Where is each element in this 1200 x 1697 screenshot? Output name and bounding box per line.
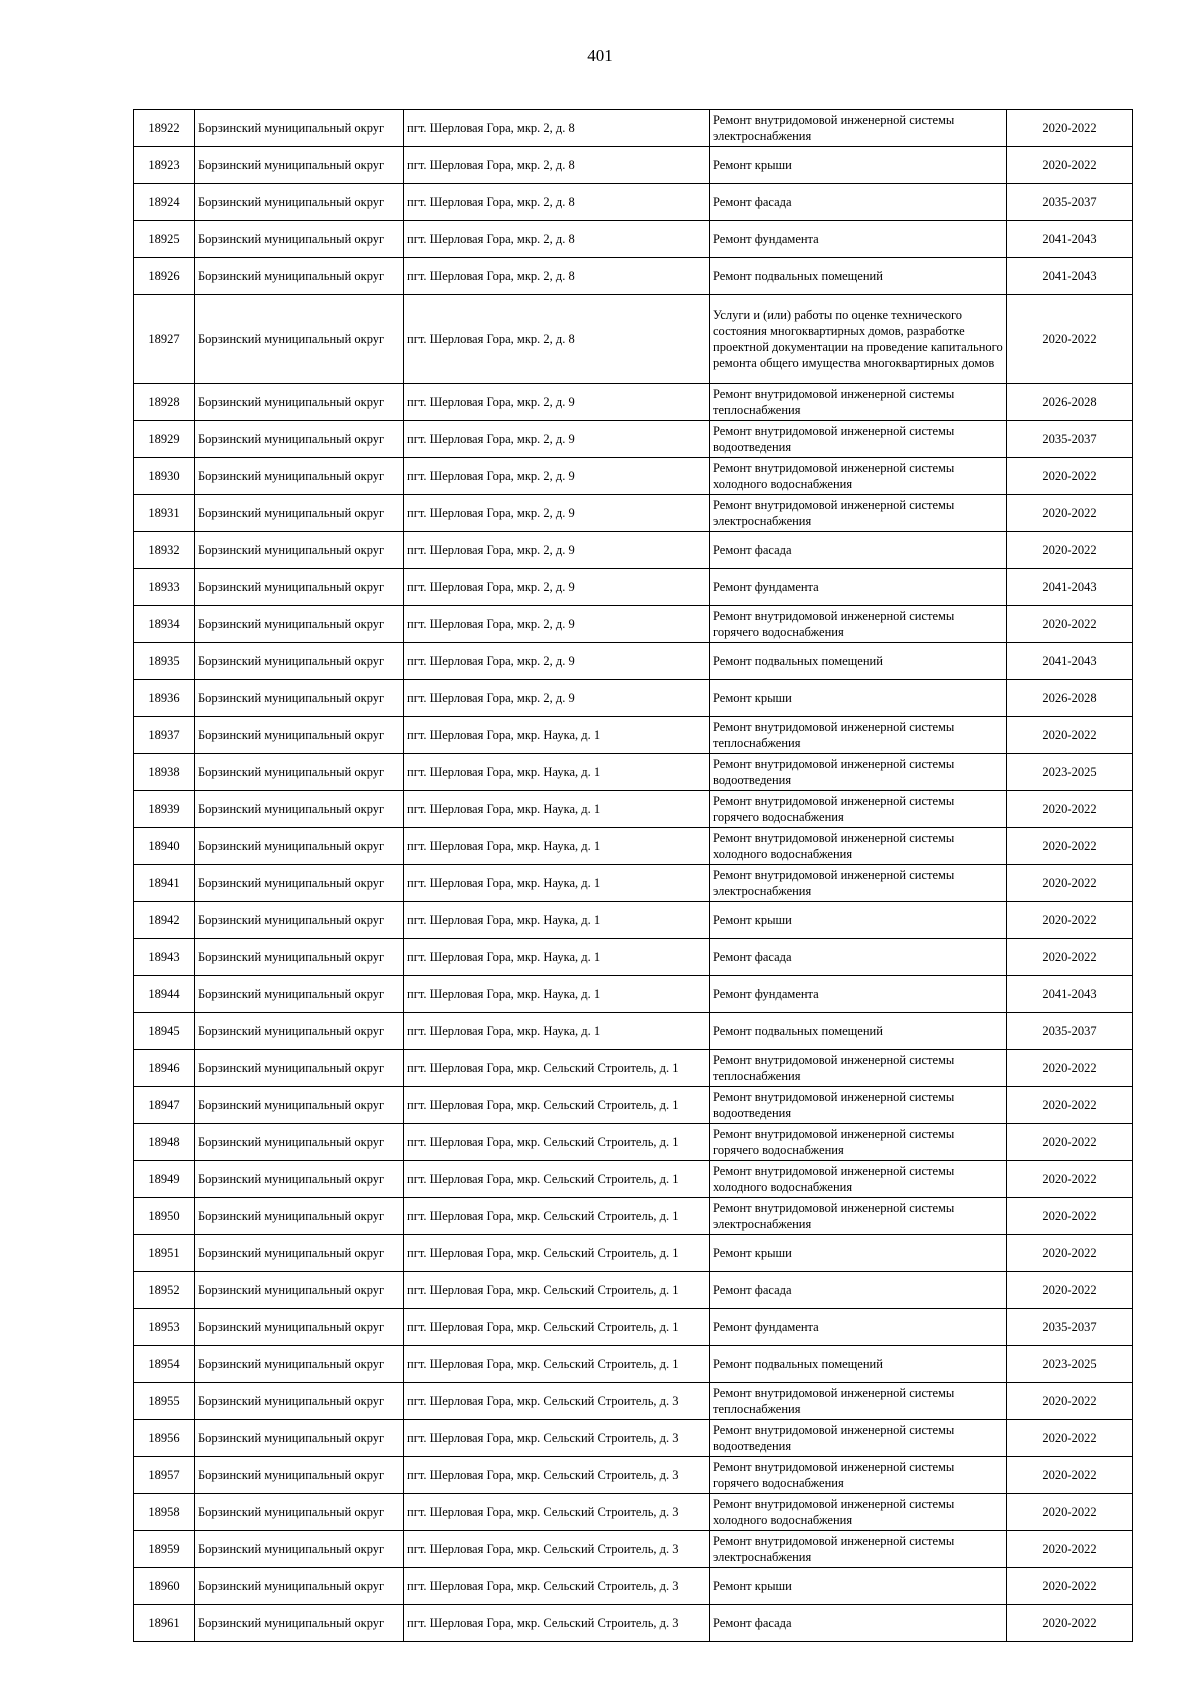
table-row — [134, 258, 1133, 295]
address-cell: пгт. Шерловая Гора, мкр. Сельский Строитель, д. 3 — [404, 1531, 710, 1568]
period-cell: 2035-2037 — [1007, 1309, 1133, 1346]
district-cell: Борзинский муниципальный округ — [195, 221, 404, 258]
row-number-cell: 18928 — [134, 384, 195, 421]
period-cell: 2026-2028 — [1007, 384, 1133, 421]
period-cell: 2020-2022 — [1007, 1605, 1133, 1642]
work-type-cell: Ремонт внутридомовой инженерной системы теплоснабжения — [710, 1050, 1007, 1087]
work-type-cell: Ремонт подвальных помещений — [710, 1346, 1007, 1383]
table-row — [134, 1420, 1133, 1457]
period-cell: 2020-2022 — [1007, 110, 1133, 147]
period-cell: 2020-2022 — [1007, 902, 1133, 939]
table-row — [134, 1050, 1133, 1087]
work-type-cell: Ремонт крыши — [710, 147, 1007, 184]
work-type-cell: Ремонт фундамента — [710, 1309, 1007, 1346]
address-cell: пгт. Шерловая Гора, мкр. Наука, д. 1 — [404, 865, 710, 902]
address-cell: пгт. Шерловая Гора, мкр. Наука, д. 1 — [404, 717, 710, 754]
period-cell: 2020-2022 — [1007, 865, 1133, 902]
period-cell: 2020-2022 — [1007, 1457, 1133, 1494]
row-number-cell: 18958 — [134, 1494, 195, 1531]
district-cell: Борзинский муниципальный округ — [195, 828, 404, 865]
address-cell: пгт. Шерловая Гора, мкр. 2, д. 8 — [404, 184, 710, 221]
address-cell: пгт. Шерловая Гора, мкр. Наука, д. 1 — [404, 976, 710, 1013]
address-cell: пгт. Шерловая Гора, мкр. 2, д. 8 — [404, 221, 710, 258]
period-cell: 2020-2022 — [1007, 295, 1133, 384]
period-cell: 2041-2043 — [1007, 976, 1133, 1013]
row-number-cell: 18948 — [134, 1124, 195, 1161]
district-cell: Борзинский муниципальный округ — [195, 1309, 404, 1346]
address-cell: пгт. Шерловая Гора, мкр. 2, д. 8 — [404, 110, 710, 147]
district-cell: Борзинский муниципальный округ — [195, 1235, 404, 1272]
row-number-cell: 18947 — [134, 1087, 195, 1124]
table-row — [134, 1272, 1133, 1309]
row-number-cell: 18932 — [134, 532, 195, 569]
table-row — [134, 754, 1133, 791]
work-type-cell: Ремонт фасада — [710, 1272, 1007, 1309]
row-number-cell: 18943 — [134, 939, 195, 976]
row-number-cell: 18953 — [134, 1309, 195, 1346]
period-cell: 2020-2022 — [1007, 606, 1133, 643]
table-row — [134, 680, 1133, 717]
period-cell: 2020-2022 — [1007, 495, 1133, 532]
work-type-cell: Ремонт внутридомовой инженерной системы горячего водоснабжения — [710, 1457, 1007, 1494]
period-cell: 2020-2022 — [1007, 828, 1133, 865]
period-cell: 2020-2022 — [1007, 1198, 1133, 1235]
address-cell: пгт. Шерловая Гора, мкр. Сельский Строитель, д. 1 — [404, 1124, 710, 1161]
table-row — [134, 384, 1133, 421]
period-cell: 2020-2022 — [1007, 717, 1133, 754]
table-row — [134, 532, 1133, 569]
table-row — [134, 865, 1133, 902]
district-cell: Борзинский муниципальный округ — [195, 1568, 404, 1605]
table-row — [134, 1309, 1133, 1346]
period-cell: 2020-2022 — [1007, 791, 1133, 828]
row-number-cell: 18922 — [134, 110, 195, 147]
table-row — [134, 976, 1133, 1013]
row-number-cell: 18949 — [134, 1161, 195, 1198]
period-cell: 2020-2022 — [1007, 1383, 1133, 1420]
work-type-cell: Ремонт внутридомовой инженерной системы холодного водоснабжения — [710, 1161, 1007, 1198]
row-number-cell: 18961 — [134, 1605, 195, 1642]
work-type-cell: Ремонт фундамента — [710, 976, 1007, 1013]
table-row — [134, 939, 1133, 976]
district-cell: Борзинский муниципальный округ — [195, 110, 404, 147]
address-cell: пгт. Шерловая Гора, мкр. 2, д. 9 — [404, 569, 710, 606]
work-type-cell: Ремонт фундамента — [710, 221, 1007, 258]
table-body — [134, 110, 1133, 1642]
district-cell: Борзинский муниципальный округ — [195, 865, 404, 902]
work-type-cell: Ремонт фасада — [710, 1605, 1007, 1642]
work-type-cell: Ремонт внутридомовой инженерной системы холодного водоснабжения — [710, 458, 1007, 495]
district-cell: Борзинский муниципальный округ — [195, 717, 404, 754]
district-cell: Борзинский муниципальный округ — [195, 532, 404, 569]
address-cell: пгт. Шерловая Гора, мкр. Сельский Строитель, д. 3 — [404, 1494, 710, 1531]
table-row — [134, 1161, 1133, 1198]
work-type-cell: Ремонт внутридомовой инженерной системы электроснабжения — [710, 495, 1007, 532]
table-row — [134, 1346, 1133, 1383]
table-row — [134, 1383, 1133, 1420]
row-number-cell: 18960 — [134, 1568, 195, 1605]
table-row — [134, 1198, 1133, 1235]
district-cell: Борзинский муниципальный округ — [195, 421, 404, 458]
table-row — [134, 1013, 1133, 1050]
row-number-cell: 18954 — [134, 1346, 195, 1383]
period-cell: 2020-2022 — [1007, 1124, 1133, 1161]
district-cell: Борзинский муниципальный округ — [195, 1605, 404, 1642]
work-type-cell: Ремонт внутридомовой инженерной системы водоотведения — [710, 754, 1007, 791]
period-cell: 2026-2028 — [1007, 680, 1133, 717]
row-number-cell: 18951 — [134, 1235, 195, 1272]
period-cell: 2041-2043 — [1007, 258, 1133, 295]
period-cell: 2020-2022 — [1007, 1087, 1133, 1124]
work-type-cell: Ремонт подвальных помещений — [710, 1013, 1007, 1050]
district-cell: Борзинский муниципальный округ — [195, 384, 404, 421]
row-number-cell: 18952 — [134, 1272, 195, 1309]
row-number-cell: 18936 — [134, 680, 195, 717]
district-cell: Борзинский муниципальный округ — [195, 939, 404, 976]
work-type-cell: Ремонт внутридомовой инженерной системы электроснабжения — [710, 1198, 1007, 1235]
period-cell: 2041-2043 — [1007, 569, 1133, 606]
row-number-cell: 18944 — [134, 976, 195, 1013]
work-type-cell: Ремонт внутридомовой инженерной системы электроснабжения — [710, 1531, 1007, 1568]
address-cell: пгт. Шерловая Гора, мкр. Сельский Строитель, д. 1 — [404, 1050, 710, 1087]
district-cell: Борзинский муниципальный округ — [195, 1457, 404, 1494]
work-type-cell: Ремонт крыши — [710, 1235, 1007, 1272]
work-type-cell: Ремонт фасада — [710, 184, 1007, 221]
period-cell: 2020-2022 — [1007, 532, 1133, 569]
address-cell: пгт. Шерловая Гора, мкр. 2, д. 8 — [404, 295, 710, 384]
table-row — [134, 295, 1133, 384]
address-cell: пгт. Шерловая Гора, мкр. 2, д. 9 — [404, 458, 710, 495]
address-cell: пгт. Шерловая Гора, мкр. Сельский Строитель, д. 3 — [404, 1420, 710, 1457]
table-row — [134, 458, 1133, 495]
address-cell: пгт. Шерловая Гора, мкр. 2, д. 8 — [404, 147, 710, 184]
period-cell: 2035-2037 — [1007, 184, 1133, 221]
district-cell: Борзинский муниципальный округ — [195, 495, 404, 532]
period-cell: 2020-2022 — [1007, 1050, 1133, 1087]
work-type-cell: Ремонт внутридомовой инженерной системы холодного водоснабжения — [710, 828, 1007, 865]
period-cell: 2020-2022 — [1007, 1494, 1133, 1531]
address-cell: пгт. Шерловая Гора, мкр. 2, д. 9 — [404, 680, 710, 717]
work-type-cell: Ремонт внутридомовой инженерной системы горячего водоснабжения — [710, 791, 1007, 828]
period-cell: 2041-2043 — [1007, 643, 1133, 680]
row-number-cell: 18930 — [134, 458, 195, 495]
district-cell: Борзинский муниципальный округ — [195, 569, 404, 606]
row-number-cell: 18925 — [134, 221, 195, 258]
address-cell: пгт. Шерловая Гора, мкр. Сельский Строитель, д. 1 — [404, 1309, 710, 1346]
row-number-cell: 18942 — [134, 902, 195, 939]
row-number-cell: 18945 — [134, 1013, 195, 1050]
address-cell: пгт. Шерловая Гора, мкр. 2, д. 9 — [404, 384, 710, 421]
row-number-cell: 18935 — [134, 643, 195, 680]
table-row — [134, 569, 1133, 606]
table-row — [134, 184, 1133, 221]
address-cell: пгт. Шерловая Гора, мкр. Сельский Строитель, д. 1 — [404, 1161, 710, 1198]
row-number-cell: 18955 — [134, 1383, 195, 1420]
row-number-cell: 18923 — [134, 147, 195, 184]
row-number-cell: 18927 — [134, 295, 195, 384]
district-cell: Борзинский муниципальный округ — [195, 1124, 404, 1161]
address-cell: пгт. Шерловая Гора, мкр. Наука, д. 1 — [404, 754, 710, 791]
work-type-cell: Ремонт внутридомовой инженерной системы горячего водоснабжения — [710, 1124, 1007, 1161]
district-cell: Борзинский муниципальный округ — [195, 643, 404, 680]
table-row — [134, 1457, 1133, 1494]
work-type-cell: Ремонт крыши — [710, 1568, 1007, 1605]
row-number-cell: 18938 — [134, 754, 195, 791]
address-cell: пгт. Шерловая Гора, мкр. Сельский Строитель, д. 1 — [404, 1198, 710, 1235]
district-cell: Борзинский муниципальный округ — [195, 258, 404, 295]
address-cell: пгт. Шерловая Гора, мкр. Сельский Строитель, д. 1 — [404, 1272, 710, 1309]
row-number-cell: 18957 — [134, 1457, 195, 1494]
period-cell: 2023-2025 — [1007, 754, 1133, 791]
period-cell: 2020-2022 — [1007, 1531, 1133, 1568]
work-type-cell: Ремонт внутридомовой инженерной системы водоотведения — [710, 1420, 1007, 1457]
district-cell: Борзинский муниципальный округ — [195, 1161, 404, 1198]
address-cell: пгт. Шерловая Гора, мкр. Наука, д. 1 — [404, 939, 710, 976]
row-number-cell: 18940 — [134, 828, 195, 865]
work-type-cell: Ремонт внутридомовой инженерной системы водоотведения — [710, 1087, 1007, 1124]
address-cell: пгт. Шерловая Гора, мкр. Сельский Строитель, д. 1 — [404, 1087, 710, 1124]
work-type-cell: Ремонт внутридомовой инженерной системы теплоснабжения — [710, 1383, 1007, 1420]
row-number-cell: 18929 — [134, 421, 195, 458]
work-type-cell: Ремонт подвальных помещений — [710, 258, 1007, 295]
address-cell: пгт. Шерловая Гора, мкр. Сельский Строитель, д. 1 — [404, 1346, 710, 1383]
work-type-cell: Ремонт подвальных помещений — [710, 643, 1007, 680]
address-cell: пгт. Шерловая Гора, мкр. 2, д. 9 — [404, 643, 710, 680]
work-type-cell: Услуги и (или) работы по оценке технического состояния многоквартирных домов, разработке проектной документации на проведение капитального ремонта общего имущества многоквартирных домов — [710, 295, 1007, 384]
district-cell: Борзинский муниципальный округ — [195, 791, 404, 828]
district-cell: Борзинский муниципальный округ — [195, 976, 404, 1013]
district-cell: Борзинский муниципальный округ — [195, 458, 404, 495]
period-cell: 2041-2043 — [1007, 221, 1133, 258]
address-cell: пгт. Шерловая Гора, мкр. 2, д. 8 — [404, 258, 710, 295]
period-cell: 2020-2022 — [1007, 1161, 1133, 1198]
table-row — [134, 1605, 1133, 1642]
work-type-cell: Ремонт внутридомовой инженерной системы теплоснабжения — [710, 384, 1007, 421]
row-number-cell: 18937 — [134, 717, 195, 754]
table-row — [134, 606, 1133, 643]
work-type-cell: Ремонт крыши — [710, 902, 1007, 939]
work-type-cell: Ремонт фасада — [710, 939, 1007, 976]
address-cell: пгт. Шерловая Гора, мкр. Наука, д. 1 — [404, 902, 710, 939]
row-number-cell: 18946 — [134, 1050, 195, 1087]
table-row — [134, 1124, 1133, 1161]
table-row — [134, 110, 1133, 147]
address-cell: пгт. Шерловая Гора, мкр. 2, д. 9 — [404, 606, 710, 643]
row-number-cell: 18926 — [134, 258, 195, 295]
district-cell: Борзинский муниципальный округ — [195, 1050, 404, 1087]
district-cell: Борзинский муниципальный округ — [195, 1420, 404, 1457]
district-cell: Борзинский муниципальный округ — [195, 1087, 404, 1124]
table-row — [134, 421, 1133, 458]
work-type-cell: Ремонт внутридомовой инженерной системы электроснабжения — [710, 865, 1007, 902]
district-cell: Борзинский муниципальный округ — [195, 1013, 404, 1050]
period-cell: 2020-2022 — [1007, 939, 1133, 976]
row-number-cell: 18934 — [134, 606, 195, 643]
address-cell: пгт. Шерловая Гора, мкр. Сельский Строитель, д. 3 — [404, 1568, 710, 1605]
address-cell: пгт. Шерловая Гора, мкр. Сельский Строитель, д. 1 — [404, 1235, 710, 1272]
row-number-cell: 18950 — [134, 1198, 195, 1235]
table-row — [134, 1531, 1133, 1568]
district-cell: Борзинский муниципальный округ — [195, 680, 404, 717]
work-type-cell: Ремонт фасада — [710, 532, 1007, 569]
period-cell: 2020-2022 — [1007, 1272, 1133, 1309]
district-cell: Борзинский муниципальный округ — [195, 754, 404, 791]
work-type-cell: Ремонт внутридомовой инженерной системы теплоснабжения — [710, 717, 1007, 754]
district-cell: Борзинский муниципальный округ — [195, 1272, 404, 1309]
table-row — [134, 1494, 1133, 1531]
row-number-cell: 18939 — [134, 791, 195, 828]
work-type-cell: Ремонт фундамента — [710, 569, 1007, 606]
district-cell: Борзинский муниципальный округ — [195, 1383, 404, 1420]
address-cell: пгт. Шерловая Гора, мкр. 2, д. 9 — [404, 532, 710, 569]
table-row — [134, 1235, 1133, 1272]
district-cell: Борзинский муниципальный округ — [195, 1494, 404, 1531]
district-cell: Борзинский муниципальный округ — [195, 184, 404, 221]
period-cell: 2035-2037 — [1007, 421, 1133, 458]
district-cell: Борзинский муниципальный округ — [195, 1531, 404, 1568]
address-cell: пгт. Шерловая Гора, мкр. 2, д. 9 — [404, 495, 710, 532]
table-row — [134, 495, 1133, 532]
work-type-cell: Ремонт крыши — [710, 680, 1007, 717]
table-row — [134, 828, 1133, 865]
work-type-cell: Ремонт внутридомовой инженерной системы электроснабжения — [710, 110, 1007, 147]
table-row — [134, 221, 1133, 258]
district-cell: Борзинский муниципальный округ — [195, 606, 404, 643]
period-cell: 2023-2025 — [1007, 1346, 1133, 1383]
table-row — [134, 1087, 1133, 1124]
period-cell: 2020-2022 — [1007, 1420, 1133, 1457]
row-number-cell: 18956 — [134, 1420, 195, 1457]
row-number-cell: 18931 — [134, 495, 195, 532]
period-cell: 2020-2022 — [1007, 147, 1133, 184]
period-cell: 2020-2022 — [1007, 1235, 1133, 1272]
address-cell: пгт. Шерловая Гора, мкр. Сельский Строитель, д. 3 — [404, 1457, 710, 1494]
table-row — [134, 1568, 1133, 1605]
table-row — [134, 643, 1133, 680]
work-type-cell: Ремонт внутридомовой инженерной системы холодного водоснабжения — [710, 1494, 1007, 1531]
address-cell: пгт. Шерловая Гора, мкр. Наука, д. 1 — [404, 1013, 710, 1050]
address-cell: пгт. Шерловая Гора, мкр. Наука, д. 1 — [404, 791, 710, 828]
work-type-cell: Ремонт внутридомовой инженерной системы горячего водоснабжения — [710, 606, 1007, 643]
repair-schedule-table — [133, 109, 1133, 1642]
row-number-cell: 18933 — [134, 569, 195, 606]
period-cell: 2020-2022 — [1007, 458, 1133, 495]
district-cell: Борзинский муниципальный округ — [195, 1198, 404, 1235]
address-cell: пгт. Шерловая Гора, мкр. Наука, д. 1 — [404, 828, 710, 865]
address-cell: пгт. Шерловая Гора, мкр. 2, д. 9 — [404, 421, 710, 458]
district-cell: Борзинский муниципальный округ — [195, 147, 404, 184]
page-number: 401 — [587, 46, 613, 65]
table-row — [134, 902, 1133, 939]
table-row — [134, 791, 1133, 828]
address-cell: пгт. Шерловая Гора, мкр. Сельский Строитель, д. 3 — [404, 1383, 710, 1420]
table-row — [134, 147, 1133, 184]
table-row — [134, 717, 1133, 754]
row-number-cell: 18959 — [134, 1531, 195, 1568]
period-cell: 2020-2022 — [1007, 1568, 1133, 1605]
row-number-cell: 18924 — [134, 184, 195, 221]
address-cell: пгт. Шерловая Гора, мкр. Сельский Строитель, д. 3 — [404, 1605, 710, 1642]
period-cell: 2035-2037 — [1007, 1013, 1133, 1050]
district-cell: Борзинский муниципальный округ — [195, 902, 404, 939]
row-number-cell: 18941 — [134, 865, 195, 902]
work-type-cell: Ремонт внутридомовой инженерной системы водоотведения — [710, 421, 1007, 458]
district-cell: Борзинский муниципальный округ — [195, 295, 404, 384]
district-cell: Борзинский муниципальный округ — [195, 1346, 404, 1383]
